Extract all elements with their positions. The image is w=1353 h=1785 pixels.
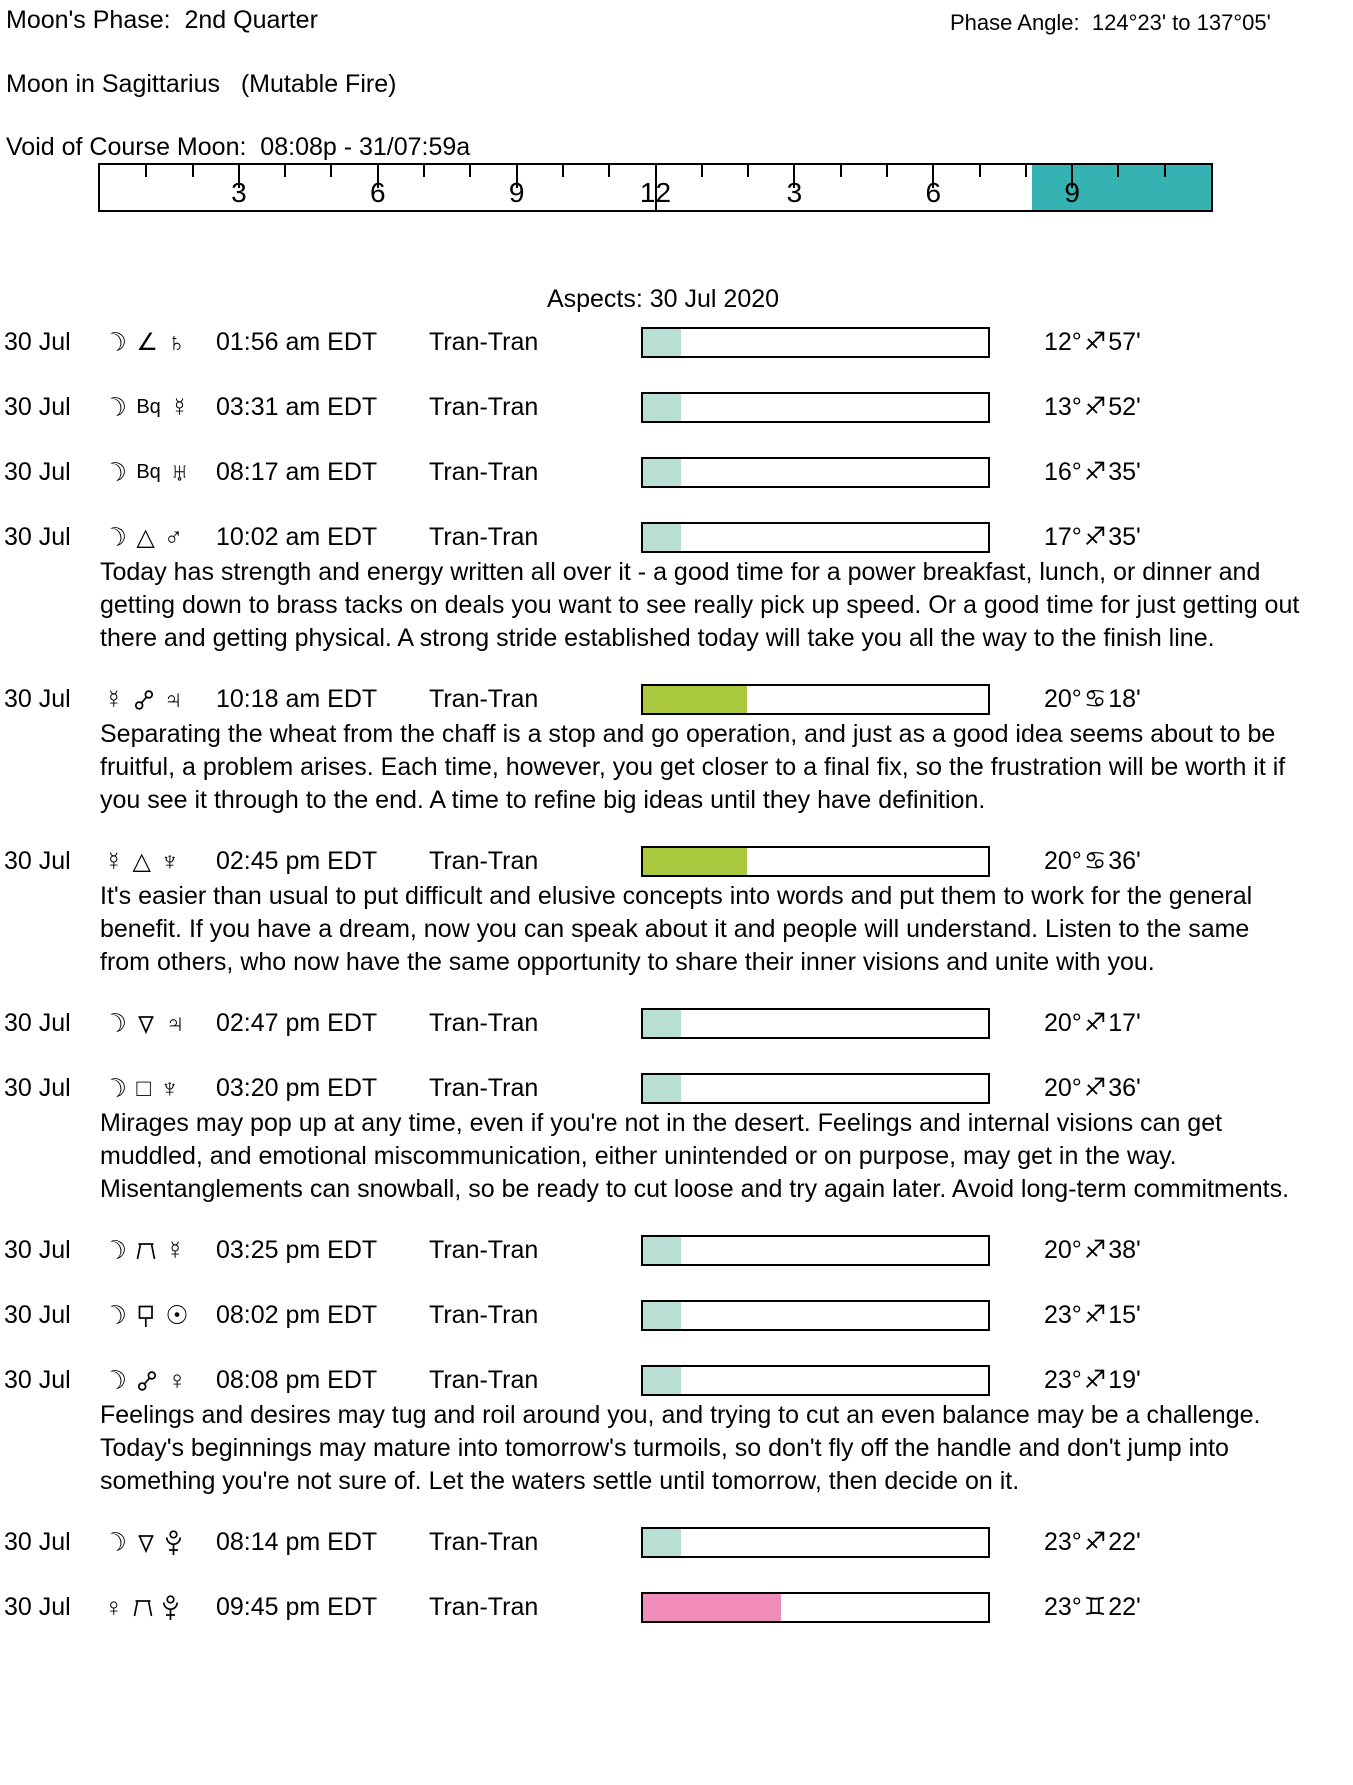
zodiac-sagittarius-icon: ♐: [1083, 328, 1107, 356]
orb-bar: [641, 457, 990, 488]
orb-bar-fill: [643, 1237, 681, 1264]
orb-bar: [641, 1300, 990, 1331]
planet-moon-icon: ☽: [99, 1005, 132, 1041]
planet-uranus-icon: ♅: [169, 457, 190, 487]
aspect-glyphs: [99, 1005, 216, 1041]
aspect-time: 03:31 am EDT: [216, 393, 378, 421]
aspect-date: 30 Jul: [4, 1236, 71, 1264]
hour-tick: [192, 165, 194, 177]
aspect-type: Tran-Tran: [429, 1301, 539, 1329]
aspect-position: [1044, 683, 1141, 716]
aspects-title: Aspects: 30 Jul 2020: [546, 285, 780, 313]
zodiac-sagittarius-icon: ♐: [1083, 1301, 1107, 1329]
hour-tick: [979, 165, 981, 177]
aspect-date: 30 Jul: [4, 328, 71, 356]
orb-bar: [641, 684, 990, 715]
orb-bar-fill: [643, 394, 681, 421]
interpretation-text: Separating the wheat from the chaff is a stop and go operation, and just as a good idea seems about to be fruitful, a problem arises. Each time, however, you get closer to a final fix, so the frustration will be worth it if you see it through to the end. A time to refine big ideas until they have definition.: [100, 720, 1286, 814]
position-minutes: 38': [1108, 1236, 1141, 1264]
aspect-biquintile-icon: Bq: [136, 396, 161, 418]
position-degrees: 13°: [1044, 393, 1082, 421]
orb-bar: [641, 846, 990, 877]
aspect-date: 30 Jul: [4, 1301, 71, 1329]
aspect-time: 09:45 pm EDT: [216, 1593, 378, 1621]
aspect-time: 10:02 am EDT: [216, 523, 378, 551]
orb-bar-fill: [643, 686, 747, 713]
planet-moon-icon: ☽: [99, 454, 132, 490]
planet-venus-icon: ♀: [167, 1365, 187, 1395]
hour-tick: [562, 165, 564, 177]
aspect-row[interactable]: [4, 326, 1322, 359]
orb-bar: [641, 1008, 990, 1039]
aspect-sesquiquadrate-icon: [136, 1303, 156, 1329]
hour-tick: [840, 165, 842, 177]
aspect-type: Tran-Tran: [429, 1009, 539, 1037]
orb-bar: [641, 522, 990, 553]
planet-venus-icon: ♀: [104, 1592, 124, 1622]
void-of-course-timeline: [98, 163, 1213, 212]
aspect-glyphs: [99, 519, 216, 555]
hour-label: 3: [786, 177, 803, 208]
void-period-block: [1032, 165, 1211, 210]
interpretation-text: Feelings and desires may tug and roil around you, and trying to cut an even balance may be a challenge. Today's beginnings may mature into tomorrow's turmoils, so don't fly off the handle and don't jump into something you're not sure of. Let the waters settle until tomorrow, then decide on it.: [100, 1401, 1261, 1495]
hour-tick: [284, 165, 286, 177]
zodiac-sagittarius-icon: ♐: [1083, 1236, 1107, 1264]
zodiac-cancer-icon: ♋: [1083, 685, 1107, 713]
hour-tick: [701, 165, 703, 177]
aspect-glyphs: [99, 1524, 216, 1560]
aspects-section: [4, 283, 1322, 1624]
hour-tick: [886, 165, 888, 177]
position-minutes: 17': [1108, 1009, 1141, 1037]
position-degrees: 20°: [1044, 685, 1082, 713]
interpretation-text: Mirages may pop up at any time, even if you're not in the desert. Feelings and internal visions can get muddled, and emotional miscommunication, either unintended or on purpose, may get in the way. Misentanglements can snowball, so be ready to cut loose and try again later. Avoid long-term commitments.: [100, 1109, 1290, 1203]
planet-moon-icon: ☽: [99, 1362, 132, 1398]
aspect-trine-icon: △: [136, 524, 155, 551]
aspect-date: 30 Jul: [4, 847, 71, 875]
void-of-course-label: Void of Course Moon: 08:08p - 31/07:59a: [6, 133, 471, 161]
hour-tick: [145, 165, 147, 177]
aspect-date: 30 Jul: [4, 458, 71, 486]
position-degrees: 20°: [1044, 847, 1082, 875]
orb-bar-fill: [643, 459, 681, 486]
aspect-time: 08:17 am EDT: [216, 458, 378, 486]
hour-tick: [608, 165, 610, 177]
aspect-date: 30 Jul: [4, 393, 71, 421]
aspect-glyphs: [99, 324, 216, 360]
aspect-row[interactable]: [4, 1234, 1322, 1267]
aspect-glyphs: [99, 1232, 216, 1268]
aspect-row[interactable]: [4, 521, 1322, 554]
aspect-type: Tran-Tran: [429, 847, 539, 875]
aspect-position: [1044, 391, 1141, 424]
orb-bar-fill: [643, 1302, 681, 1329]
hour-label: 6: [369, 177, 386, 208]
orb-bar: [641, 327, 990, 358]
aspect-time: 02:45 pm EDT: [216, 847, 378, 875]
zodiac-sagittarius-icon: ♐: [1083, 393, 1107, 421]
position-minutes: 18': [1108, 685, 1141, 713]
moon-sign-heading: Moon in Sagittarius (Mutable Fire): [6, 70, 397, 98]
aspect-quincunx-icon: [133, 1597, 153, 1619]
planet-jupiter-icon: ♃: [163, 684, 183, 714]
aspect-opposition-icon: [136, 1369, 158, 1393]
position-degrees: 20°: [1044, 1236, 1082, 1264]
planet-moon-icon: ☽: [99, 519, 132, 555]
aspect-square-icon: □: [136, 1075, 151, 1102]
aspect-glyphs: [99, 1070, 216, 1106]
orb-bar: [641, 392, 990, 423]
planet-moon-icon: ☽: [99, 324, 132, 360]
aspect-time: 01:56 am EDT: [216, 328, 378, 356]
hour-tick: [469, 165, 471, 177]
aspect-glyphs: [104, 683, 216, 716]
position-degrees: 23°: [1044, 1366, 1082, 1394]
aspect-date: 30 Jul: [4, 1074, 71, 1102]
aspect-position: [1044, 1234, 1141, 1267]
aspect-row[interactable]: [4, 1007, 1322, 1040]
orb-bar-fill: [643, 848, 747, 875]
moon-phase-heading: Moon's Phase: 2nd Quarter: [6, 6, 318, 34]
position-minutes: 22': [1108, 1528, 1141, 1556]
aspect-glyphs: [104, 1591, 216, 1624]
aspect-row[interactable]: [4, 1299, 1322, 1332]
planet-mercury-icon: ☿: [104, 846, 124, 876]
hour-label: 9: [508, 177, 525, 208]
aspect-row[interactable]: [4, 683, 1322, 716]
aspect-type: Tran-Tran: [429, 1236, 539, 1264]
position-minutes: 57': [1108, 328, 1141, 356]
zodiac-sagittarius-icon: ♐: [1083, 458, 1107, 486]
position-degrees: 12°: [1044, 328, 1082, 356]
interpretation-text: It's easier than usual to put difficult and elusive concepts into words and put them to work for the general benefit. If you have a dream, now you can speak about it and people will understand. Listen to the same from others, who now have the same opportunity to share their inner visions and unite with you.: [100, 882, 1253, 976]
aspect-row[interactable]: [4, 456, 1322, 489]
aspect-position: [1044, 845, 1141, 878]
aspect-glyphs: [104, 845, 216, 878]
planet-sun-icon: ☉: [165, 1300, 189, 1330]
planet-neptune-icon: ♆: [159, 846, 180, 876]
hour-tick: [423, 165, 425, 177]
aspect-quincunx-icon: [136, 1240, 156, 1262]
phase-angle-label: Phase Angle: 124°23' to 137°05': [950, 10, 1271, 35]
aspect-row[interactable]: [4, 1364, 1322, 1397]
aspect-time: 08:02 pm EDT: [216, 1301, 378, 1329]
aspect-type: Tran-Tran: [429, 685, 539, 713]
aspect-glyphs: [99, 1362, 216, 1398]
aspect-glyphs: [99, 1297, 216, 1333]
aspect-type: Tran-Tran: [429, 1593, 539, 1621]
aspect-glyphs: [99, 454, 216, 490]
orb-bar-fill: [643, 329, 681, 356]
aspect-time: 08:08 pm EDT: [216, 1366, 378, 1394]
aspect-trine-icon: △: [132, 848, 151, 875]
position-minutes: 52': [1108, 393, 1141, 421]
aspect-row[interactable]: [4, 1072, 1322, 1105]
planet-moon-icon: ☽: [99, 1232, 132, 1268]
planet-neptune-icon: ♆: [159, 1073, 180, 1103]
aspect-position: [1044, 1364, 1141, 1397]
orb-bar: [641, 1527, 990, 1558]
aspect-date: 30 Jul: [4, 685, 71, 713]
orb-bar-fill: [643, 1367, 681, 1394]
aspect-position: [1044, 1591, 1141, 1624]
planet-pluto-icon: [165, 1529, 182, 1557]
aspect-position: [1044, 456, 1141, 489]
position-degrees: 17°: [1044, 523, 1082, 551]
position-minutes: 19': [1108, 1366, 1141, 1394]
position-minutes: 15': [1108, 1301, 1141, 1329]
orb-bar-fill: [643, 1529, 681, 1556]
planet-mercury-icon: ☿: [104, 684, 124, 714]
position-degrees: 20°: [1044, 1074, 1082, 1102]
hour-label: 9: [1064, 177, 1080, 208]
planet-moon-icon: ☽: [99, 389, 132, 425]
hour-tick: [330, 165, 332, 177]
position-degrees: 23°: [1044, 1528, 1082, 1556]
aspect-position: [1044, 1072, 1141, 1105]
aspect-semisquare-icon: ∠: [136, 329, 158, 356]
orb-bar: [641, 1592, 990, 1623]
hour-label: 6: [925, 177, 942, 208]
planet-mercury-icon: ☿: [169, 392, 190, 422]
aspect-glyphs: [99, 389, 216, 425]
aspect-row[interactable]: [4, 845, 1322, 878]
zodiac-sagittarius-icon: ♐: [1083, 1009, 1107, 1037]
orb-bar-fill: [643, 1010, 681, 1037]
aspect-row[interactable]: [4, 391, 1322, 424]
aspect-position: [1044, 1526, 1141, 1559]
aspect-date: 30 Jul: [4, 1009, 71, 1037]
aspect-time: 08:14 pm EDT: [216, 1528, 378, 1556]
aspect-type: Tran-Tran: [429, 328, 539, 356]
hour-tick: [1164, 165, 1166, 177]
aspect-position: [1044, 521, 1141, 554]
position-degrees: 23°: [1044, 1593, 1082, 1621]
aspect-biquintile-icon: Bq: [136, 461, 161, 483]
aspects-list: [4, 326, 1322, 1624]
aspect-semisextile-icon: [136, 1013, 156, 1035]
planet-mercury-icon: ☿: [165, 1235, 185, 1265]
aspect-type: Tran-Tran: [429, 458, 539, 486]
aspect-date: 30 Jul: [4, 523, 71, 551]
aspect-semisextile-icon: [136, 1532, 156, 1554]
aspect-time: 03:20 pm EDT: [216, 1074, 378, 1102]
orb-bar-fill: [643, 1075, 681, 1102]
position-minutes: 36': [1108, 1074, 1141, 1102]
aspect-opposition-icon: [133, 688, 155, 712]
zodiac-sagittarius-icon: ♐: [1083, 1366, 1107, 1394]
planet-moon-icon: ☽: [99, 1297, 132, 1333]
planet-moon-icon: ☽: [99, 1070, 132, 1106]
zodiac-sagittarius-icon: ♐: [1083, 1528, 1107, 1556]
orb-bar: [641, 1365, 990, 1396]
aspect-position: [1044, 1007, 1141, 1040]
aspect-row[interactable]: [4, 1526, 1322, 1559]
position-minutes: 35': [1108, 523, 1141, 551]
aspect-type: Tran-Tran: [429, 1366, 539, 1394]
position-degrees: 23°: [1044, 1301, 1082, 1329]
zodiac-cancer-icon: ♋: [1083, 847, 1107, 875]
planet-moon-icon: ☽: [99, 1524, 132, 1560]
position-minutes: 35': [1108, 458, 1141, 486]
planet-mars-icon: ♂: [163, 522, 184, 552]
aspect-position: [1044, 326, 1141, 359]
aspect-date: 30 Jul: [4, 1366, 71, 1394]
orb-bar-fill: [643, 1594, 781, 1621]
aspect-position: [1044, 1299, 1141, 1332]
aspect-row[interactable]: [4, 1591, 1322, 1624]
aspect-time: 02:47 pm EDT: [216, 1009, 378, 1037]
aspect-type: Tran-Tran: [429, 523, 539, 551]
orb-bar-fill: [643, 524, 681, 551]
aspect-type: Tran-Tran: [429, 1074, 539, 1102]
planet-pluto-icon: [162, 1594, 179, 1622]
hour-label: 12: [639, 177, 672, 208]
aspect-time: 10:18 am EDT: [216, 685, 378, 713]
orb-bar: [641, 1073, 990, 1104]
hour-label: 3: [231, 177, 247, 208]
hour-tick: [747, 165, 749, 177]
zodiac-sagittarius-icon: ♐: [1083, 1074, 1107, 1102]
planet-jupiter-icon: ♃: [165, 1008, 185, 1038]
aspect-type: Tran-Tran: [429, 393, 539, 421]
position-degrees: 20°: [1044, 1009, 1082, 1037]
orb-bar: [641, 1235, 990, 1266]
planet-saturn-icon: ♄: [166, 327, 187, 357]
aspect-date: 30 Jul: [4, 1593, 71, 1621]
interpretation-text: Today has strength and energy written all over it - a good time for a power breakfast, lunch, or dinner and getting down to brass tacks on deals you want to see really pick up speed. Or a good time for just getting out there and getting physical. A strong stride established today will take you all the way to the finish line.: [100, 558, 1300, 652]
zodiac-sagittarius-icon: ♐: [1083, 523, 1107, 551]
hour-tick: [1025, 165, 1027, 177]
position-minutes: 36': [1108, 847, 1141, 875]
aspect-date: 30 Jul: [4, 1528, 71, 1556]
position-minutes: 22': [1108, 1593, 1141, 1621]
hour-tick: [1117, 165, 1119, 177]
position-degrees: 16°: [1044, 458, 1082, 486]
aspect-type: Tran-Tran: [429, 1528, 539, 1556]
zodiac-gemini-icon: ♊: [1083, 1593, 1107, 1621]
aspect-time: 03:25 pm EDT: [216, 1236, 378, 1264]
